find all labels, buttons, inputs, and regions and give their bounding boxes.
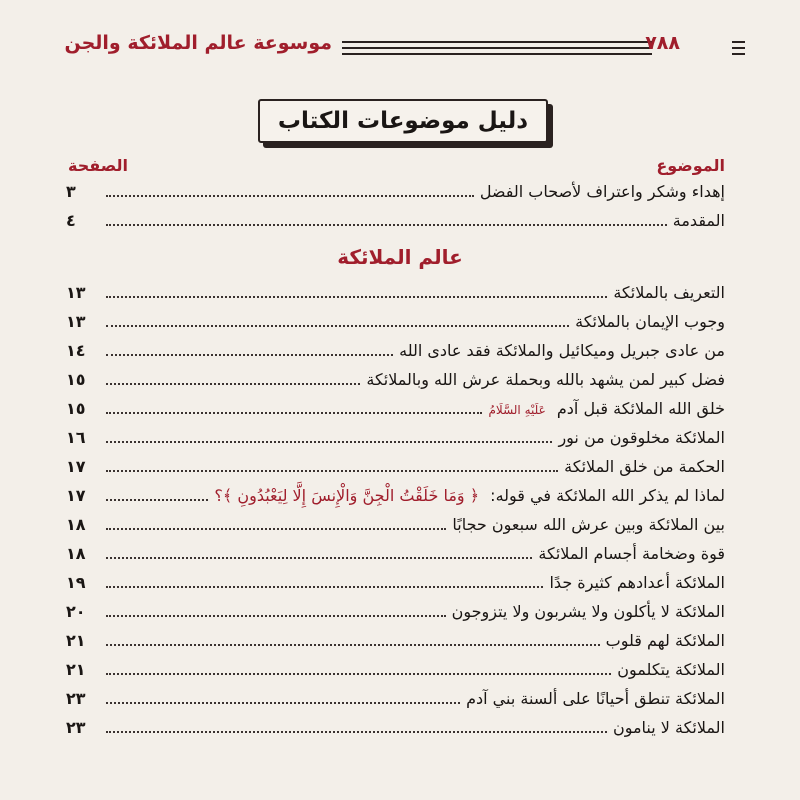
toc-entry xyxy=(66,457,725,483)
toc-entry-text: الملائكة تنطق أحيانًا على ألسنة بني آدم xyxy=(466,689,725,708)
toc-entry-page: ٣ xyxy=(66,182,76,201)
dot-leader xyxy=(106,223,667,226)
toc-entry-text: فضل كبير لمن يشهد بالله وبحملة عرش الله وبالملائكة xyxy=(366,370,725,389)
dot-leader xyxy=(106,382,360,385)
toc-entry-text: التعريف بالملائكة xyxy=(613,283,725,302)
toc-entry-title xyxy=(480,182,725,201)
toc-entry xyxy=(66,631,725,657)
dot-leader xyxy=(106,411,482,414)
toc-entry xyxy=(66,341,725,367)
toc-entry-text: من عادى جبريل وميكائيل والملائكة فقد عادى الله xyxy=(399,341,725,360)
toc-heading: دليل موضوعات الكتاب xyxy=(258,99,548,143)
dot-leader xyxy=(106,672,611,675)
toc-entry-text: الحكمة من خلق الملائكة xyxy=(564,457,725,476)
dot-leader xyxy=(106,643,600,646)
toc-entry-text: الملائكة لهم قلوب xyxy=(605,631,725,650)
dot-leader xyxy=(106,324,569,327)
toc-entry-page: ٢١ xyxy=(66,631,86,650)
toc-entry xyxy=(66,211,725,237)
toc-entry xyxy=(66,312,725,338)
toc-entry xyxy=(66,689,725,715)
dot-leader xyxy=(106,614,446,617)
header-rule xyxy=(342,41,652,59)
toc-entry-title xyxy=(399,341,725,360)
toc-entry-text: بين الملائكة وبين عرش الله سبعون حجابًا xyxy=(452,515,725,534)
toc-entry-text: الملائكة أعدادهم كثيرة جدًا xyxy=(549,573,725,592)
dot-leader xyxy=(106,469,558,472)
toc-entry xyxy=(66,660,725,686)
toc-entry-title xyxy=(558,428,725,447)
toc-entry-title xyxy=(673,211,725,230)
dot-leader xyxy=(106,527,446,530)
toc-entry-page: ١٨ xyxy=(66,544,86,563)
toc-entry-page: ١٩ xyxy=(66,573,86,592)
column-header-page: الصفحة xyxy=(68,156,129,175)
toc-entry-text: الملائكة لا ينامون xyxy=(612,718,725,737)
toc-entry xyxy=(66,283,725,309)
dot-leader xyxy=(106,556,532,559)
dot-leader xyxy=(106,440,552,443)
toc-entry-text: الملائكة لا يأكلون ولا يشربون ولا يتزوجون xyxy=(451,602,725,621)
toc-entry-title xyxy=(366,370,725,389)
dot-leader xyxy=(106,194,474,197)
toc-entry-page: ٤ xyxy=(66,211,76,230)
toc-entry-page: ١٧ xyxy=(66,457,86,476)
toc-entry xyxy=(66,515,725,541)
toc-entry-text: الملائكة مخلوقون من نور xyxy=(558,428,725,447)
toc-entry-title xyxy=(564,457,725,476)
page-header xyxy=(52,30,745,64)
column-header-topic: الموضوع xyxy=(656,156,725,175)
section-title: عالم الملائكة xyxy=(337,245,463,269)
toc-entry-title xyxy=(452,515,725,534)
running-title: موسوعة عالم الملائكة والجن xyxy=(64,32,332,54)
toc-entry-text: الملائكة يتكلمون xyxy=(617,660,725,679)
toc-entry-page: ١٥ xyxy=(66,399,86,418)
toc-entry xyxy=(66,544,725,570)
toc-entry-title xyxy=(214,486,725,505)
toc-entry-title xyxy=(606,631,725,650)
toc-entry-page: ٢٠ xyxy=(66,602,86,621)
toc-entry-page: ١٣ xyxy=(66,283,86,302)
toc-entry-page: ١٨ xyxy=(66,515,86,534)
toc-entry-title xyxy=(613,718,725,737)
toc-entry-text: خلق الله الملائكة قبل آدم xyxy=(556,399,725,418)
toc-entry-text: قوة وضخامة أجسام الملائكة xyxy=(538,544,725,563)
toc-entry-title xyxy=(575,312,725,331)
honorific: عَلَيْهِ السَّلَامُ xyxy=(488,403,546,417)
toc-entry-title xyxy=(466,689,725,708)
dot-leader xyxy=(106,585,543,588)
toc-entry-text: إهداء وشكر واعتراف لأصحاب الفضل xyxy=(479,182,725,201)
toc-entry-title xyxy=(613,283,725,302)
toc-entry-page: ١٤ xyxy=(66,341,86,360)
toc-entry-title xyxy=(617,660,725,679)
quran-quote: ﴿ وَمَا خَلَقْتُ الْجِنَّ وَالْإِنسَ إِلَّا لِيَعْبُدُونِ ﴾؟ xyxy=(214,486,480,505)
toc-entry xyxy=(66,428,725,454)
toc-entry xyxy=(66,399,725,425)
toc-entry xyxy=(66,718,725,744)
header-rule-short xyxy=(732,41,745,59)
toc-entry-page: ٢٣ xyxy=(66,689,86,708)
toc-entry-text: لماذا لم يذكر الله الملائكة في قوله: xyxy=(490,486,725,505)
toc-entry-title xyxy=(538,544,725,563)
toc-entry xyxy=(66,602,725,628)
toc-entry-title xyxy=(488,399,725,418)
toc-entry-title xyxy=(452,602,725,621)
toc-entry-title xyxy=(549,573,725,592)
dot-leader xyxy=(106,295,607,298)
toc-entry-page: ٢١ xyxy=(66,660,86,679)
dot-leader xyxy=(106,701,460,704)
page-number: ٧٨٨ xyxy=(645,32,680,54)
dot-leader xyxy=(106,730,607,733)
toc-entry xyxy=(66,573,725,599)
toc-entry xyxy=(66,486,725,512)
toc-entry-page: ١٣ xyxy=(66,312,86,331)
toc-entry xyxy=(66,182,725,208)
toc-entry xyxy=(66,370,725,396)
dot-leader xyxy=(106,353,393,356)
toc-entry-page: ١٥ xyxy=(66,370,86,389)
toc-entry-text: وجوب الإيمان بالملائكة xyxy=(575,312,725,331)
toc-entry-page: ١٧ xyxy=(66,486,86,505)
toc-entry-page: ١٦ xyxy=(66,428,86,447)
toc-entry-page: ٢٣ xyxy=(66,718,86,737)
toc-heading-box xyxy=(258,99,548,143)
dot-leader xyxy=(106,498,208,501)
toc-entry-text: المقدمة xyxy=(672,211,725,230)
